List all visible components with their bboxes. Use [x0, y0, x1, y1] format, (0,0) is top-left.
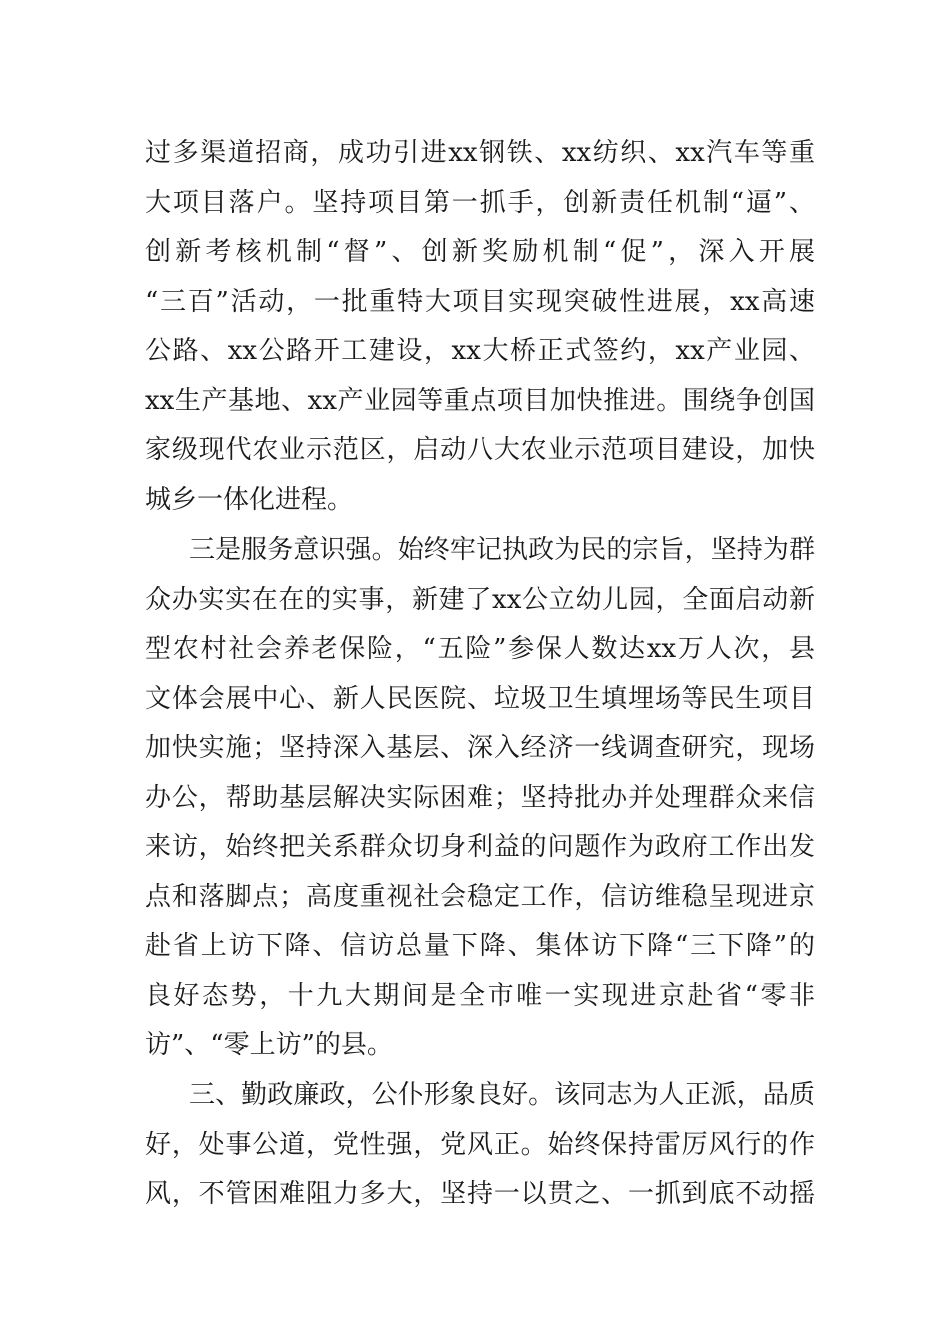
body-text-line: 风，不管困难阻力多大，坚持一以贯之、一抓到底不动摇: [145, 1179, 815, 1209]
body-text-line: 型农村社会养老保险，“五险”参保人数达xx万人次，县: [145, 634, 815, 664]
body-text-line: 众办实实在在的实事，新建了xx公立幼儿园，全面启动新: [145, 585, 815, 615]
body-text-line: 好，处事公道，党性强，党风正。始终保持雷厉风行的作: [145, 1130, 815, 1160]
body-text-line: 创新考核机制“督”、创新奖励机制“促”，深入开展: [145, 237, 815, 267]
body-text-line: 大项目落户。坚持项目第一抓手，创新责任机制“逼”、: [145, 188, 815, 218]
paragraph-first-line: 三、勤政廉政，公仆形象良好。该同志为人正派，品质: [189, 1080, 815, 1110]
body-text-line: 城乡一体化进程。: [145, 485, 354, 515]
body-text-line: 访”、“零上访”的县。: [145, 1030, 393, 1060]
body-text-line: 公路、xx公路开工建设，xx大桥正式签约，xx产业园、: [145, 336, 815, 366]
body-text-line: 良好态势，十九大期间是全市唯一实现进京赴省“零非: [145, 981, 815, 1011]
body-text-line: 过多渠道招商，成功引进xx钢铁、xx纺织、xx汽车等重: [145, 138, 815, 168]
body-text-line: “三百”活动，一批重特大项目实现突破性进展，xx高速: [145, 287, 815, 317]
body-text-line: 来访，始终把关系群众切身利益的问题作为政府工作出发: [145, 832, 815, 862]
body-text-line: 点和落脚点；高度重视社会稳定工作，信访维稳呈现进京: [145, 882, 815, 912]
body-text-line: 加快实施；坚持深入基层、深入经济一线调查研究，现场: [145, 733, 815, 763]
body-text-line: 赴省上访下降、信访总量下降、集体访下降“三下降”的: [145, 931, 815, 961]
paragraph-first-line: 三是服务意识强。始终牢记执政为民的宗旨，坚持为群: [189, 535, 815, 565]
body-text-line: 文体会展中心、新人民医院、垃圾卫生填埋场等民生项目: [145, 684, 815, 714]
body-text-line: 家级现代农业示范区，启动八大农业示范项目建设，加快: [145, 435, 815, 465]
body-text-line: 办公，帮助基层解决实际困难；坚持批办并处理群众来信: [145, 783, 815, 813]
body-text-line: xx生产基地、xx产业园等重点项目加快推进。围绕争创国: [145, 386, 815, 416]
